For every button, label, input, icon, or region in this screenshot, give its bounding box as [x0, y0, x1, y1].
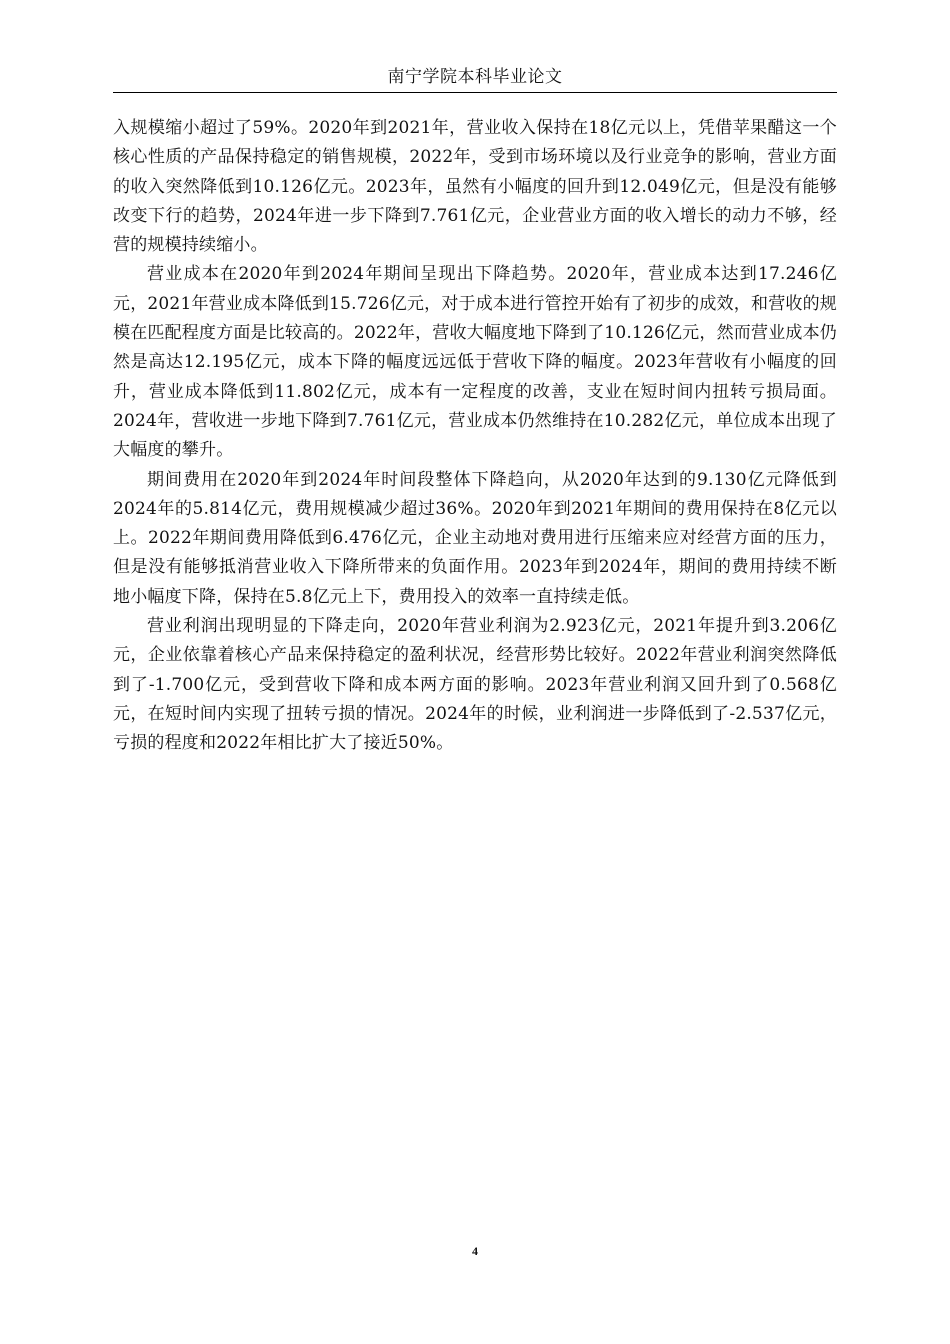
document-body: [113, 114, 837, 759]
paragraph-operating-cost: 营业成本在2020年到2024年期间呈现出下降趋势。2020年，营业成本达到17.246亿元，2021年营业成本降低到15.726亿元，对于成本进行管控开始有了初步的成效，和营收的规模在匹配程度方面是比较高的。2022年，营收大幅度地下降到了10.126亿元，然而营业成本仍然是高达12.195亿元，成本下降的幅度远远低于营收下降的幅度。2023年营收有小幅度的回升，营业成本降低到11.802亿元，成本有一定程度的改善，支业在短时间内扭转亏损局面。2024年，营收进一步地下降到7.761亿元，营业成本仍然维持在10.282亿元，单位成本出现了大幅度的攀升。: [113, 264, 837, 461]
page-header: [113, 64, 837, 93]
paragraph-period-expenses: 期间费用在2020年到2024年时间段整体下降趋向，从2020年达到的9.130亿元降低到2024年的5.814亿元，费用规模减少超过36%。2020年到2021年期间的费用保持在8亿元以上。2022年期间费用降低到6.476亿元，企业主动地对费用进行压缩来应对经营方面的压力，但是没有能够抵消营业收入下降所带来的负面作用。2023年到2024年，期间的费用持续不断地小幅度下降，保持在5.8亿元上下，费用投入的效率一直持续走低。: [113, 469, 837, 607]
header-title: 南宁学院本科毕业论文: [387, 67, 563, 87]
page-number: 4: [472, 1244, 478, 1258]
paragraph-operating-profit: 营业利润出现明显的下降走向，2020年营业利润为2.923亿元，2021年提升到3.206亿元，企业依靠着核心产品来保持稳定的盈利状况，经营形势比较好。2022年营业利润突然降低到了-1.700亿元，受到营收下降和成本两方面的影响。2023年营业利润又回升到了0.568亿元，在短时间内实现了扭转亏损的情况。2024年的时候，业利润进一步降低到了-2.537亿元，亏损的程度和2022年相比扩大了接近50%。: [113, 616, 837, 754]
paragraph-revenue-continued: 入规模缩小超过了59%。2020年到2021年，营业收入保持在18亿元以上，凭借苹果醋这一个核心性质的产品保持稳定的销售规模，2022年，受到市场环境以及行业竞争的影响，营业方面的收入突然降低到10.126亿元。2023年，虽然有小幅度的回升到12.049亿元，但是没有能够改变下行的趋势，2024年进一步下降到7.761亿元，企业营业方面的收入增长的动力不够，经营的规模持续缩小。: [113, 118, 837, 256]
